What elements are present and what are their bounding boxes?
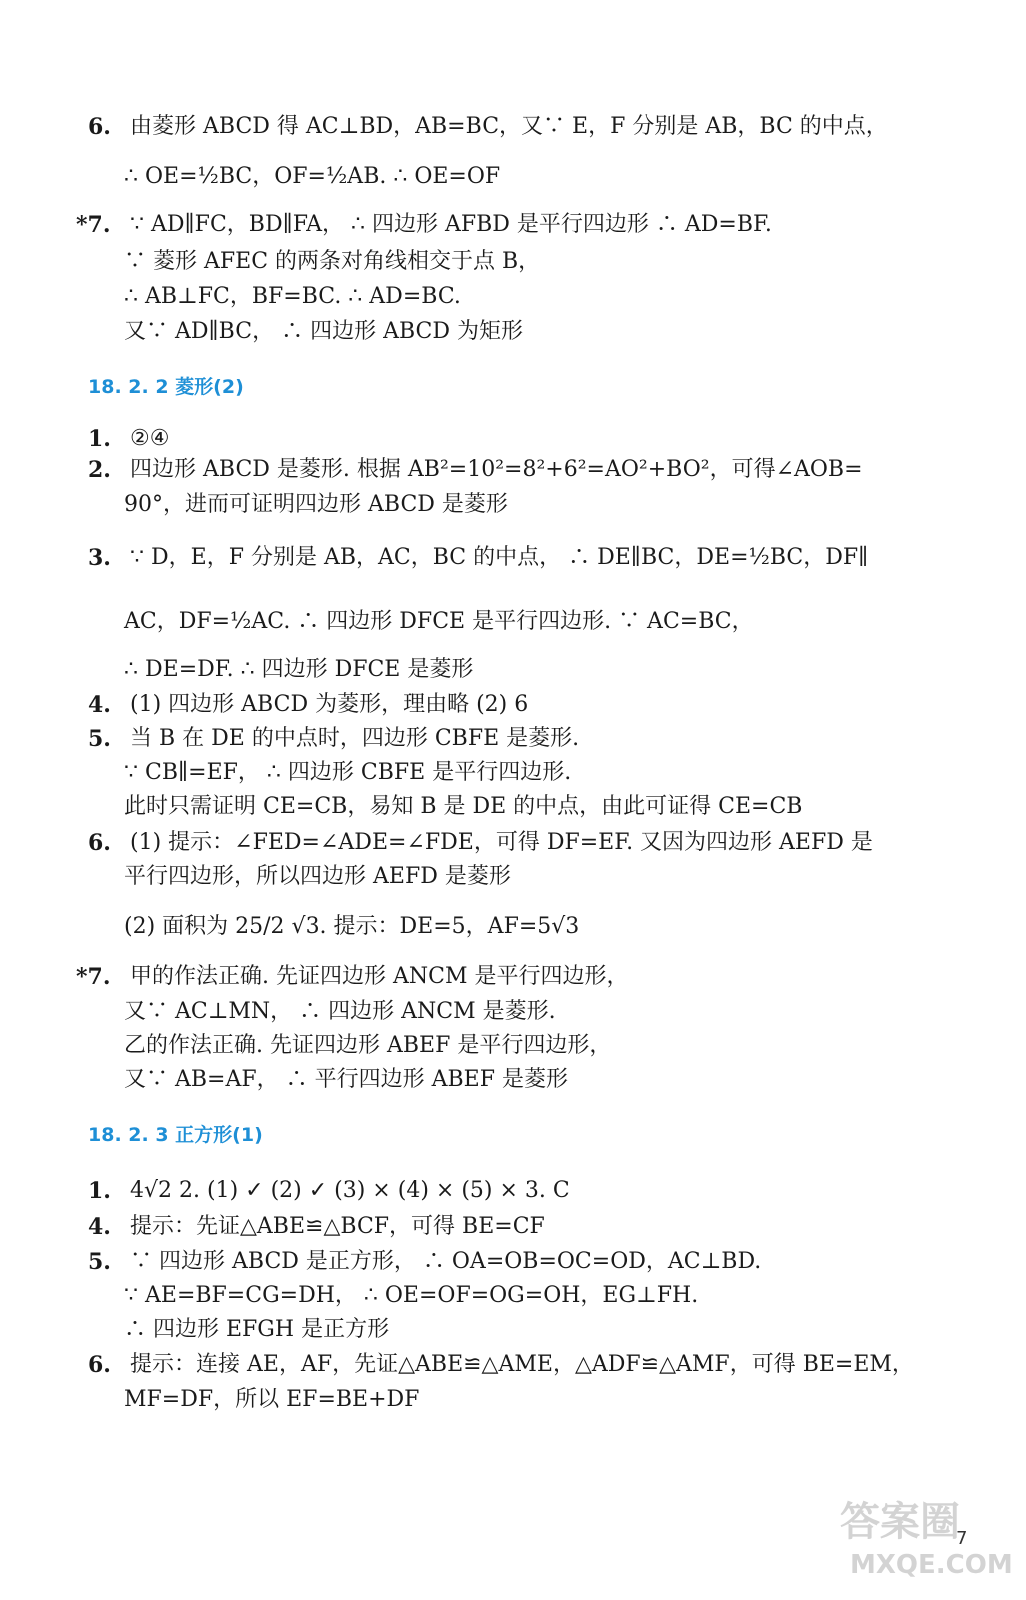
answer-line: 又∵ AC⊥MN， ∴ 四边形 ANCM 是菱形. — [124, 999, 556, 1024]
answer-line: (1) 四边形 ABCD 为菱形，理由略 (2) 6 — [130, 692, 529, 717]
item-number: 3. — [88, 545, 111, 571]
section-heading: 18. 2. 3 正方形(1) — [88, 1124, 263, 1146]
item-number: 6. — [88, 1352, 111, 1378]
watermark-url: MXQE.COM — [850, 1550, 1013, 1580]
section-heading: 18. 2. 2 菱形(2) — [88, 376, 244, 398]
answer-line: 乙的作法正确. 先证四边形 ABEF 是平行四边形， — [124, 1033, 612, 1058]
item-number: *7. — [76, 964, 111, 990]
answer-line: 甲的作法正确. 先证四边形 ANCM 是平行四边形， — [130, 964, 629, 989]
item-number: 6. — [88, 114, 111, 140]
answer-line: AC，DF=½AC. ∴ 四边形 DFCE 是平行四边形. ∵ AC=BC， — [124, 609, 754, 634]
answer-line: ∵ D，E，F 分别是 AB，AC，BC 的中点， ∴ DE∥BC，DE=½BC，DF∥ — [130, 545, 869, 570]
answer-line: ∵ 菱形 AFEC 的两条对角线相交于点 B， — [124, 249, 541, 274]
item-number: 5. — [88, 1249, 111, 1275]
item-number: 2. — [88, 457, 111, 483]
answer-line: 平行四边形，所以四边形 AEFD 是菱形 — [124, 864, 511, 889]
answer-line: 又∵ AB=AF， ∴ 平行四边形 ABEF 是菱形 — [124, 1067, 568, 1092]
answer-line: ∴ OE=½BC，OF=½AB. ∴ OE=OF — [124, 164, 501, 189]
page-number: 7 — [956, 1528, 968, 1549]
answer-line: ∴ AB⊥FC，BF=BC. ∴ AD=BC. — [124, 284, 461, 309]
answer-line: 又∵ AD∥BC， ∴ 四边形 ABCD 为矩形 — [124, 319, 523, 344]
item-number: 6. — [88, 830, 111, 856]
answer-line: ∵ AE=BF=CG=DH， ∴ OE=OF=OG=OH，EG⊥FH. — [124, 1283, 699, 1308]
answer-line: 4√2 2. (1) ✓ (2) ✓ (3) × (4) × (5) × 3. C — [130, 1178, 570, 1203]
item-number: 1. — [88, 426, 111, 452]
answer-line: ∴ 四边形 EFGH 是正方形 — [124, 1317, 390, 1342]
answer-line: ∵ AD∥FC，BD∥FA， ∴ 四边形 AFBD 是平行四边形 ∴ AD=BF. — [130, 212, 772, 237]
item-number: *7. — [76, 212, 111, 238]
answer-line: ②④ — [130, 426, 170, 451]
answer-line: MF=DF，所以 EF=BE+DF — [124, 1387, 420, 1412]
item-number: 5. — [88, 726, 111, 752]
item-number: 4. — [88, 1214, 111, 1240]
answer-line: 此时只需证明 CE=CB，易知 B 是 DE 的中点，由此可证得 CE=CB — [124, 794, 803, 819]
answer-line: 四边形 ABCD 是菱形. 根据 AB²=10²=8²+6²=AO²+BO²，可得∠AOB= — [130, 457, 863, 482]
answer-line: 由菱形 ABCD 得 AC⊥BD，AB=BC，又∵ E，F 分别是 AB，BC 的中点， — [130, 114, 888, 139]
answer-line: 提示：先证△ABE≌△BCF，可得 BE=CF — [130, 1214, 545, 1239]
answer-line: (2) 面积为 25/2 √3. 提示：DE=5，AF=5√3 — [124, 914, 580, 939]
watermark-logo: 答案圈 — [840, 1499, 960, 1545]
answer-line: 当 B 在 DE 的中点时，四边形 CBFE 是菱形. — [130, 726, 580, 751]
answer-line: ∴ DE=DF. ∴ 四边形 DFCE 是菱形 — [124, 657, 474, 682]
answer-line: 90°，进而可证明四边形 ABCD 是菱形 — [124, 492, 508, 517]
answer-line: 提示：连接 AE，AF，先证△ABE≌△AME，△ADF≌△AMF，可得 BE=EM， — [130, 1352, 914, 1377]
item-number: 4. — [88, 692, 111, 718]
answer-line: ∵ 四边形 ABCD 是正方形， ∴ OA=OB=OC=OD，AC⊥BD. — [130, 1249, 762, 1274]
answer-line: ∵ CB∥=EF， ∴ 四边形 CBFE 是平行四边形. — [124, 760, 572, 785]
item-number: 1. — [88, 1178, 111, 1204]
answer-line: (1) 提示：∠FED=∠ADE=∠FDE，可得 DF=EF. 又因为四边形 AEFD 是 — [130, 830, 873, 855]
